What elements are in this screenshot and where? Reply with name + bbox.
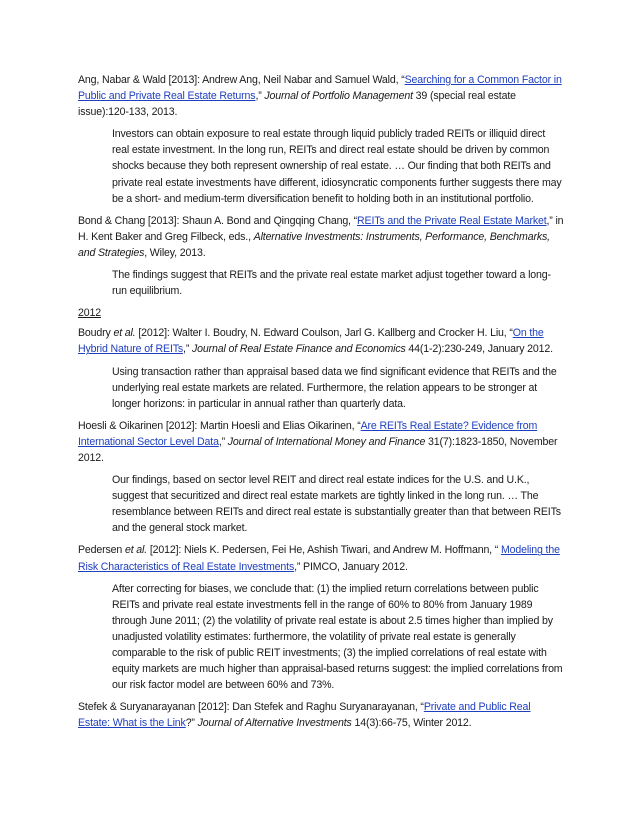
journal-title: Journal of International Money and Finance [227,435,426,448]
article-link[interactable]: Private and Public Real Estate: What is the Link [78,701,531,730]
citation-text: 14(3):66-75, Winter 2012. [351,717,472,730]
citation-text: Hoesli & Oikarinen [2012]: Martin Hoesli and Elias Oikarinen, “ [78,419,361,432]
citation-text: Pedersen [78,544,125,557]
citation-text: 39 (special real estate issue):120-133, 2013. [78,90,516,119]
citation-text: Stefek & Suryanarayanan [2012]: Dan Stefek and Raghu Suryanarayanan, “ [78,701,424,714]
book-title: Alternative Investments: Instruments, Performance, Benchmarks, and Strategies [78,230,550,259]
citation-text: 31(7):1823-1850, November 2012. [78,435,558,464]
citation-text: [2012]: Niels K. Pedersen, Fei He, Ashish Tiwari, and Andrew M. Hoffmann, “ [147,544,501,557]
quote-boudry-2012: Using transaction rather than appraisal based data we find significant evidence that REITs and the underlying real estate markets are related. Furthermore, the relation appears to be stronger at longer horizons: in particular in annual rather than quarterly data. [112,365,557,410]
article-link[interactable]: Modeling the Risk Characteristics of Real Estate Investments [78,544,560,573]
citation-bond-2013 [78,213,564,261]
citation-text: [2012]: Walter I. Boudry, N. Edward Coulson, Jarl G. Kallberg and Crocker H. Liu, “ [135,327,513,340]
citation-text: ,” [255,90,265,103]
journal-title: Journal of Real Estate Finance and Economics [192,343,406,356]
citation-text: Ang, Nabar & Wald [2013]: Andrew Ang, Neil Nabar and Samuel Wald, “ [78,74,405,86]
journal-title: Journal of Alternative Investments [197,717,352,730]
citation-hoesli-2012 [78,418,564,466]
year-heading: 2012 [78,307,101,320]
et-al: et al. [113,327,136,340]
article-link[interactable]: Are REITs Real Estate? Evidence from International Sector Level Data [78,419,538,448]
citation-text: 44(1-2):230-249, January 2012. [405,343,553,356]
quote-pedersen-2012: After correcting for biases, we conclude that: (1) the implied return correlations between public REITs and private real estate investments fell in the range of 60% to 80% from January 1989 through June 2011; (2) the volatility of private real estate is about 2.5 times higher than implied by unadjusted volatility estimates: furthermore, the volatility of private real estate is generally comparable to the risk of public REIT investments; (3) the implied correlations of real estate with equity markets are much higher than appraisal-based returns suggest: the implied correlations from our risk factor model are between 60% and 73%. [112,582,563,692]
citation-text: ,” [218,435,228,448]
citation-text: Bond & Chang [2013]: Shaun A. Bond and Qingqing Chang, “ [78,214,358,227]
quote-bond-2013: The findings suggest that REITs and the private real estate market adjust together toward a long-run equilibrium. [112,269,551,298]
et-al: et al. [124,544,148,557]
citation-text: ,” in H. Kent Baker and Greg Filbeck, eds., [78,214,564,243]
journal-title: Journal of Portfolio Management [264,90,413,103]
article-link[interactable]: Searching for a Common Factor in Public and Private Real Estate Returns [78,74,562,103]
document-page [78,72,564,737]
citation-text: Boudry [78,327,114,340]
quote-ang-2013: Investors can obtain exposure to real estate through liquid publicly traded REITs or illiquid direct real estate investment. In the long run, REITs and direct real estate should be driven by common shocks because they both represent ownership of real estate. … Our finding that both REITs and private real estate investments have different, idiosyncratic components further suggests there may be a short- and medium-term diversification benefit to holding both in an institutional portfolio. [112,128,562,205]
quote-hoesli-2012: Our findings, based on sector level REIT and direct real estate indices for the U.S. and U.K., suggest that securitized and direct real estate markets are tightly linked in the long run. … The resemblance between REITs and direct real estate is substantially greater than that between REITs and the general stock market. [112,474,561,535]
citation-boudry-2012 [78,325,564,357]
citation-text: ,” PIMCO, January 2012. [294,560,408,573]
citation-ang-2013 [78,72,564,120]
article-link[interactable]: REITs and the Private Real Estate Market [357,214,547,227]
citation-text: , Wiley, 2013. [144,246,206,259]
article-link[interactable]: On the Hybrid Nature of REITs [78,327,544,356]
citation-text: ?” [185,717,198,730]
citation-stefek-2012 [78,699,564,731]
citation-pedersen-2012 [78,542,564,574]
citation-text: ,” [183,343,192,356]
